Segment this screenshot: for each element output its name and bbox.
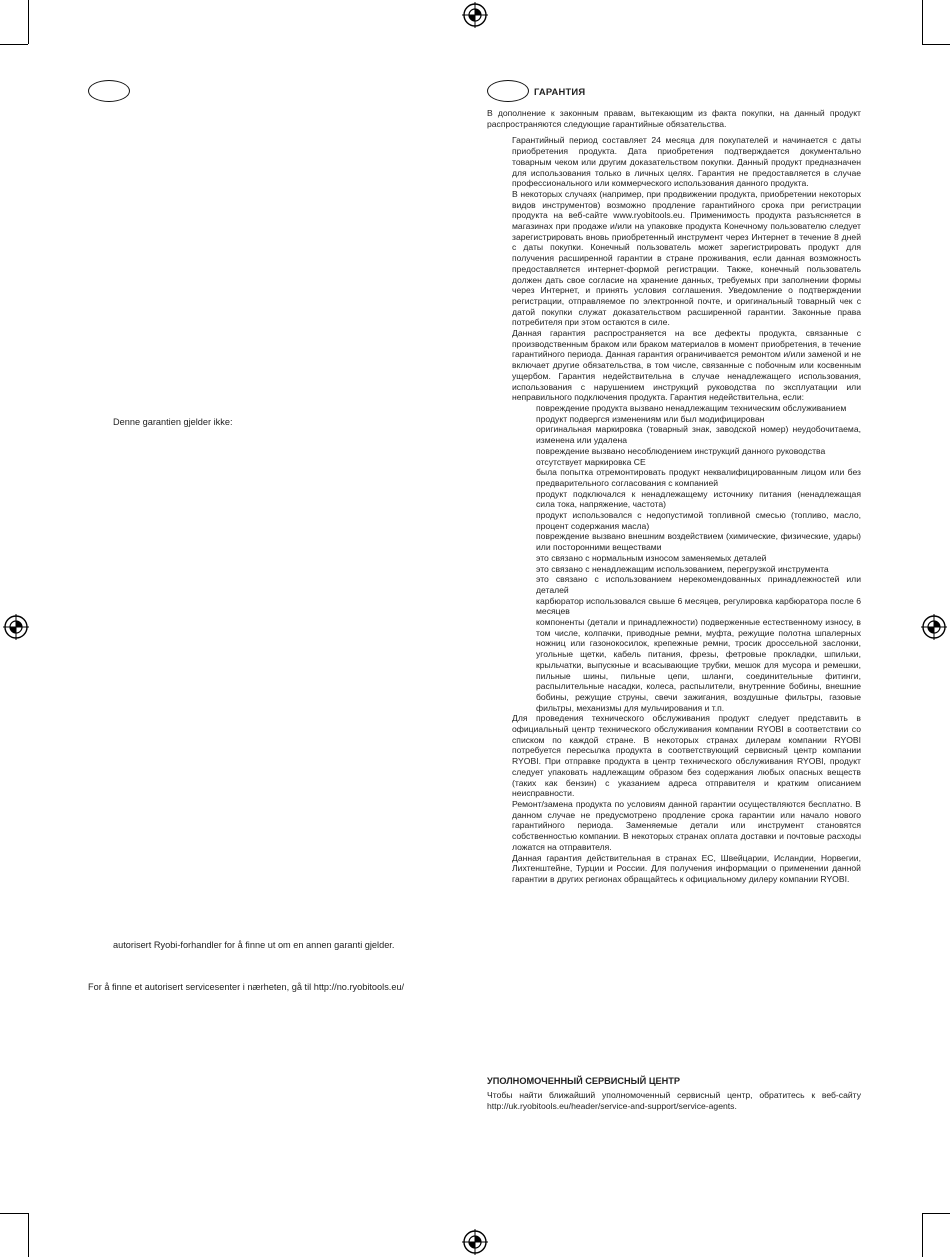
list-item: продукт подвергся изменениям или был модифицирован [536, 413, 765, 424]
list-item: повреждение продукта вызвано ненадлежащим техническим обслуживанием [536, 402, 847, 413]
warranty-intro: В дополнение к законным правам, вытекающим из факта покупки, на данный продукт распространяются следующие гарантийные обязательства. [487, 108, 861, 129]
registration-mark-icon [462, 1229, 488, 1255]
warranty-body [487, 108, 861, 885]
list-item: карбюратор использовался свыше 6 месяцев, регулировка карбюратора после 6 месяцев [536, 595, 861, 617]
list-item: повреждение вызвано несоблюдением инструкций данного руководства [536, 445, 826, 456]
crop-mark [922, 44, 950, 45]
crop-mark [28, 1213, 29, 1257]
crop-mark [0, 1213, 28, 1214]
registration-mark-icon [462, 2, 488, 28]
list-item: компоненты (детали и принадлежности) подверженные естественному износу, в том числе, колпачки, приводные ремни, муфта, режущие полотна шпалерных ножниц или газонокосилок, крепежные ремни, тросик дроссельной заслонки, угольные щетки, кабель питания, фрезы, фетровые прокладки, шпильки, крыльчатки, выпускные и всасывающие трубки, мешок для мусора и ремешки, пильные шины, пильные цепи, шланги, соединительные фитинги, распылительные насадки, колеса, распылители, внутренние бобины, внешние бобины, режущие струны, свечи зажигания, воздушные фильтры, газовые фильтры, механизмы для мульчирования и т.п. [536, 617, 861, 713]
list-item: это связано с ненадлежащим использованием, перегрузкой инструмента [536, 563, 829, 574]
warranty-title: ГАРАНТИЯ [534, 86, 586, 97]
crop-mark [28, 0, 29, 44]
list-item: продукт подключался к ненадлежащему источнику питания (ненадлежащая сила тока, напряжение, частота) [536, 488, 861, 510]
language-badge-icon [88, 80, 130, 102]
crop-mark [922, 1213, 950, 1214]
registration-mark-icon [3, 614, 29, 640]
dealer-note: autorisert Ryobi-forhandler for å finne ut om en annen garanti gjelder. [113, 940, 395, 950]
list-item: продукт использовался с недопустимой топливной смесью (топливо, масло, процент содержания масла) [536, 510, 861, 531]
service-paragraph: Для проведения технического обслуживания продукт следует представить в официальный центр технического обслуживания компании RYOBI в соответствии со списком по каждой стране. В некоторых странах дилерам компании RYOBI потребуется пересылка продукта в соответствующий сервисный центр компании RYOBI. При отправке продукта в центр технического обслуживания RYOBI, продукт следует упаковать надлежащим образом без содержания любых опасных веществ (таких как бензин) с указанием адреса отправителя и кратким описанием неисправности. [512, 713, 861, 799]
exclusions-list [512, 403, 861, 713]
crop-mark [0, 44, 28, 45]
crop-mark [922, 0, 923, 44]
warranty-period-paragraph: Гарантийный период составляет 24 месяца для покупателей и начинается с даты приобретения продукта. Дата приобретения подтверждается документально товарным чеком или другим доказательством покупки. Данный продукт предназначен для использования только в личных целях. Гарантия не предоставляется в случае профессионального или коммерческого использования данного продукта. [512, 135, 861, 189]
list-item: повреждение вызвано внешним воздействием (химические, физические, удары) или посторонними веществами [536, 531, 861, 553]
service-center-title: УПОЛНОМОЧЕННЫЙ СЕРВИСНЫЙ ЦЕНТР [487, 1076, 681, 1086]
list-item: отсутствует маркировка CE [536, 456, 646, 467]
service-center-note: For å finne et autorisert servicesenter i nærheten, gå til http://no.ryobitools.eu/ [88, 982, 405, 992]
crop-mark [922, 1213, 923, 1257]
registration-paragraph: В некоторых случаях (например, при продвижении продукта, приобретении некоторых видов инструментов) возможно продление гарантийного срока при регистрации продукта на веб-сайте www.ryobitools.eu. Применимость продукта разъясняется в магазинах при продаже и/или на упаковке продукта Конечному пользователю следует зарегистрировать вновь приобретенный инструмент через Интернет в течение 8 дней с даты покупки. Конечный пользователь может зарегистрировать продукт для получения расширенной гарантии в стране проживания, если данная возможность предоставляется интернет-формой регистрации. Также, конечный пользователь должен дать свое согласие на хранение данных, требуемых при заполнении формы через Интернет, и принять условия соглашения. Уведомление о подтверждении регистрации, отправляемое по электронной почте, и оригинальный товарный чек с датой покупки служат доказательством расширенной гарантии. Законные права потребителя при этом остаются в силе. [512, 188, 861, 328]
repair-paragraph: Ремонт/замена продукта по условиям данной гарантии осуществляются бесплатно. В данном случае не предусмотрено продление срока гарантии или начало нового гарантийного периода. Заменяемые детали или инструмент становятся собственностью компании. В некоторых странах оплата доставки и почтовые расходы ложатся на отправителя. [512, 799, 861, 852]
service-center-text: Чтобы найти ближайший уполномоченный сервисный центр, обратитесь к веб-сайту http://uk.ryobitools.eu/header/service-and-support/service-agents. [487, 1090, 861, 1111]
coverage-paragraph: Данная гарантия распространяется на все дефекты продукта, связанные с производственным браком или браком материалов в момент приобретения, в течение гарантийного периода. Данная гарантия ограничивается ремонтом и/или заменой и не включает другие обязательства, в том числе, связанные с побочным или косвенным ущербом. Гарантия недействительна в случае ненадлежащего использования, использования с нарушением инструкций руководства по эксплуатации или неправильного подключения продукта. Гарантия недействительна, если: [512, 328, 861, 403]
list-item: была попытка отремонтировать продукт неквалифицированным лицом или без предварительного согласования с компанией [536, 467, 861, 488]
language-badge-icon [487, 80, 529, 102]
authorized-service-section [487, 1076, 861, 1111]
validity-paragraph: Данная гарантия действительная в странах ЕС, Швейцарии, Исландии, Норвегии, Лихтенштейне, Турции и России. Для получения информации о применении данной гарантии в других регионах обращайтесь к официальному дилеру компании RYOBI. [512, 852, 861, 884]
list-item: это связано с нормальным износом заменяемых деталей [536, 552, 767, 563]
registration-mark-icon [921, 614, 947, 640]
warranty-terms [512, 135, 861, 884]
list-item: это связано с использованием нерекомендованных принадлежностей или деталей [536, 574, 861, 595]
list-item: оригинальная маркировка (товарный знак, заводской номер) неудобочитаема, изменена или удалена [536, 424, 861, 446]
exclusions-intro: Denne garantien gjelder ikke: [113, 417, 233, 427]
